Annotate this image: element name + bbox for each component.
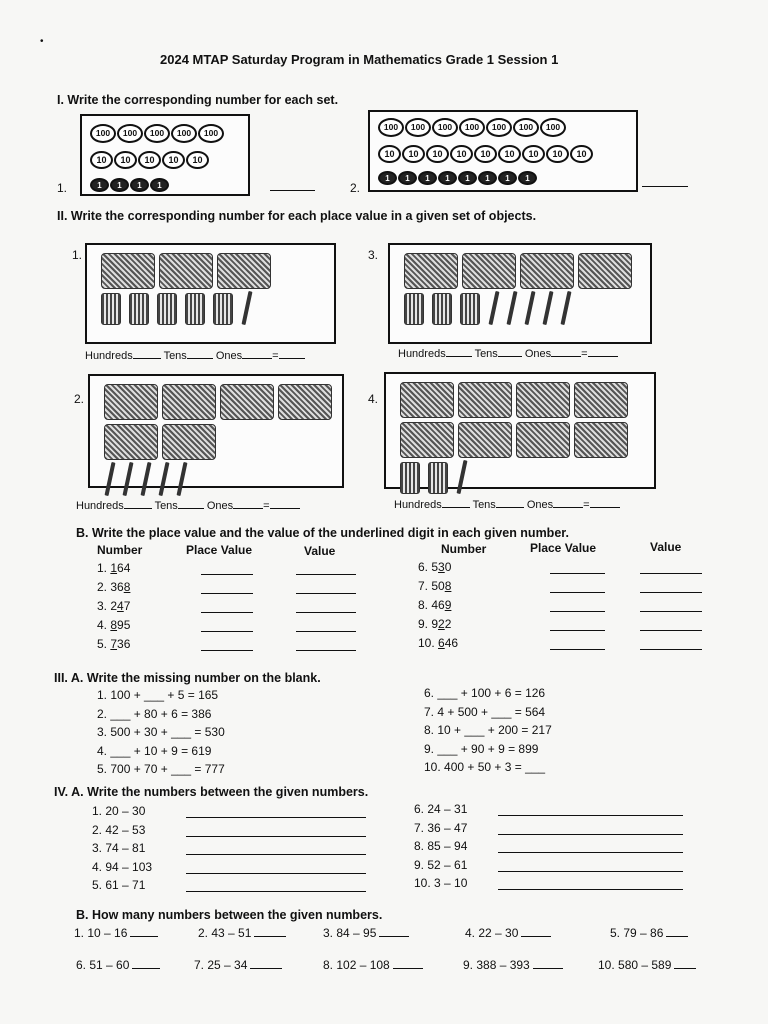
count-item (323, 926, 409, 940)
number-part: 0 (444, 560, 452, 574)
ones-stick (159, 462, 170, 496)
equation-item: 8. 10 + ___ + 200 = 217 (424, 723, 552, 737)
hundreds-flat (578, 253, 632, 289)
tens-bundle (213, 293, 233, 325)
set2-ones-row (378, 169, 538, 187)
coin-100: 100 (144, 124, 170, 143)
equals-sign: = (263, 500, 270, 512)
number-part: 64 (117, 561, 131, 575)
blocks-label-2: 2. (74, 392, 85, 406)
count-range: 2. 43 – 51 (198, 926, 252, 940)
set2-label: 2. (350, 181, 361, 195)
coin-100: 100 (405, 118, 431, 137)
count-range: 9. 388 – 393 (463, 958, 530, 972)
tens-blank[interactable] (498, 356, 522, 357)
set2-tens-row (378, 145, 594, 163)
underlined-digit: 8 (110, 618, 118, 632)
number-part: 2 (444, 617, 452, 631)
hundreds-flat (516, 422, 570, 458)
coin-1: 1 (518, 171, 537, 185)
set1-hundreds-row (90, 124, 225, 143)
coin-10: 10 (522, 145, 545, 163)
equals-sign: = (272, 350, 279, 362)
count-range: 8. 102 – 108 (323, 958, 390, 972)
ones-label: Ones (206, 500, 234, 512)
underlined-digit: 6 (438, 636, 445, 650)
ones-blank[interactable] (242, 358, 272, 359)
tens-bundle (460, 293, 480, 325)
count-item (74, 926, 158, 940)
ones-stick (242, 291, 253, 325)
item-number: 9. (418, 617, 429, 631)
hundreds-label: Hundreds (394, 499, 442, 511)
coin-10: 10 (426, 145, 449, 163)
item-number: 1. (97, 561, 108, 575)
equation-item: 4. ___ + 10 + 9 = 619 (97, 743, 212, 758)
coin-1: 1 (90, 178, 109, 192)
coin-1: 1 (498, 171, 517, 185)
partB-item (97, 580, 130, 594)
coin-10: 10 (546, 145, 569, 163)
tens-blank[interactable] (187, 358, 213, 359)
ones-stick (525, 291, 536, 325)
equation-item: 7. 4 + 500 + ___ = 564 (424, 704, 546, 719)
place-value-blank[interactable] (550, 630, 605, 631)
coin-10: 10 (450, 145, 473, 163)
scan-mark: • (40, 36, 44, 47)
partB-item (418, 560, 451, 574)
value-blank[interactable] (296, 631, 356, 632)
equation-item: 1. 100 + ___ + 5 = 165 (97, 688, 219, 702)
count-blank[interactable] (132, 968, 160, 969)
answer-line[interactable] (498, 852, 683, 853)
coin-1: 1 (130, 178, 149, 192)
coin-10: 10 (378, 145, 401, 163)
item-number: 5. (97, 637, 108, 651)
blocks-box-2 (88, 374, 344, 488)
count-blank[interactable] (130, 936, 158, 937)
range-item: 10. 3 – 10 (414, 876, 468, 890)
number-part: 7 (123, 599, 131, 613)
underlined-digit: 7 (110, 637, 118, 651)
hundreds-flat (520, 253, 574, 289)
partB-item (97, 637, 130, 651)
coin-1: 1 (378, 171, 397, 185)
ones-stick (123, 462, 134, 496)
range-item: 4. 94 – 103 (92, 859, 153, 874)
coin-100: 100 (513, 118, 539, 137)
place-row-2 (76, 500, 300, 512)
count-blank[interactable] (666, 936, 688, 937)
number-part: 5 (431, 560, 439, 574)
coin-1: 1 (150, 178, 169, 192)
range-item: 5. 61 – 71 (92, 878, 146, 892)
value-blank[interactable] (640, 649, 702, 650)
hundreds-flat (162, 424, 216, 460)
item-number: 10. (418, 636, 435, 650)
partB-heading: B. Write the place value and the value of the underlined digit in each given number. (76, 526, 569, 540)
tens-bundle (129, 293, 149, 325)
tens-bundle (428, 462, 448, 494)
tens-bundle (432, 293, 452, 325)
header-number-right: Number (441, 542, 487, 556)
total-blank[interactable] (279, 358, 305, 359)
value-blank[interactable] (640, 611, 702, 612)
equals-sign: = (583, 499, 590, 511)
range-item: 1. 20 – 30 (92, 804, 146, 818)
coin-1: 1 (438, 171, 457, 185)
partB-item (97, 618, 130, 632)
partB-item (418, 636, 458, 650)
count-blank[interactable] (379, 936, 409, 937)
tens-label: Tens (472, 499, 496, 511)
partB-item (418, 579, 451, 593)
hundreds-flat (458, 422, 512, 458)
value-blank[interactable] (640, 573, 702, 574)
set2-answer-blank[interactable] (642, 172, 688, 187)
set2-hundreds-row (378, 118, 567, 137)
range-item: 9. 52 – 61 (414, 857, 468, 872)
item-number: 6. (418, 560, 429, 574)
part2-heading: II. Write the corresponding number for each place value in a given set of objects. (57, 209, 537, 223)
place-value-blank[interactable] (550, 611, 605, 612)
coin-100: 100 (171, 124, 197, 143)
place-value-blank[interactable] (201, 593, 253, 594)
count-item (194, 958, 282, 972)
count-range: 6. 51 – 60 (76, 958, 130, 972)
ones-stick (177, 462, 188, 496)
count-item (76, 958, 160, 972)
equation-item: 5. 700 + 70 + ___ = 777 (97, 762, 225, 776)
coin-10: 10 (186, 151, 209, 169)
tens-blank[interactable] (496, 507, 524, 508)
answer-line[interactable] (186, 891, 366, 892)
range-item: 3. 74 – 81 (92, 841, 146, 855)
count-range: 10. 580 – 589 (598, 958, 672, 972)
hundreds-label: Hundreds (76, 500, 124, 512)
equation-item: 10. 400 + 50 + 3 = ___ (424, 760, 546, 774)
equation-item: 6. ___ + 100 + 6 = 126 (424, 686, 546, 700)
tens-blank[interactable] (178, 508, 204, 509)
hundreds-blank[interactable] (446, 356, 472, 357)
underlined-digit: 4 (117, 599, 124, 613)
coin-100: 100 (486, 118, 512, 137)
count-blank[interactable] (250, 968, 282, 969)
set1-label: 1. (57, 181, 68, 195)
set1-box (80, 114, 250, 196)
place-value-blank[interactable] (201, 631, 253, 632)
count-range: 5. 79 – 86 (610, 926, 664, 940)
equation-item: 2. ___ + 80 + 6 = 386 (97, 706, 212, 721)
answer-line[interactable] (186, 873, 366, 874)
answer-line[interactable] (498, 889, 683, 890)
coin-10: 10 (498, 145, 521, 163)
header-place-left: Place Value (186, 543, 253, 557)
coin-10: 10 (90, 151, 113, 169)
hundreds-flat (162, 384, 216, 420)
hundreds-label: Hundreds (85, 350, 133, 362)
total-blank[interactable] (590, 507, 620, 508)
ones-stick (105, 462, 116, 496)
hundreds-flat (404, 253, 458, 289)
underlined-digit: 8 (123, 580, 131, 594)
page-title: 2024 MTAP Saturday Program in Mathematics Grade 1 Session 1 (160, 52, 559, 67)
hundreds-flat (104, 424, 158, 460)
hundreds-blank[interactable] (442, 507, 470, 508)
part4-heading: IV. A. Write the numbers between the given numbers. (54, 785, 369, 799)
tens-label: Tens (154, 500, 178, 512)
tens-bundle (185, 293, 205, 325)
hundreds-flat (101, 253, 155, 289)
range-item: 2. 42 – 53 (92, 822, 146, 837)
count-range: 3. 84 – 95 (323, 926, 377, 940)
ones-blank[interactable] (233, 508, 263, 509)
coin-10: 10 (570, 145, 593, 163)
ones-label: Ones (526, 499, 554, 511)
hundreds-flat (220, 384, 274, 420)
answer-line[interactable] (186, 854, 366, 855)
partB-item (418, 598, 451, 612)
place-value-blank[interactable] (201, 650, 253, 651)
set1-tens-row (90, 151, 210, 169)
coin-1: 1 (110, 178, 129, 192)
hundreds-label: Hundreds (398, 348, 446, 360)
part4b-heading: B. How many numbers between the given numbers. (76, 908, 383, 922)
tens-bundle (101, 293, 121, 325)
equals-sign: = (581, 348, 588, 360)
coin-10: 10 (138, 151, 161, 169)
hundreds-blank[interactable] (124, 508, 152, 509)
count-item (463, 958, 563, 972)
answer-line[interactable] (186, 817, 366, 818)
hundreds-flat (400, 422, 454, 458)
value-blank[interactable] (640, 630, 702, 631)
number-part: 95 (117, 618, 131, 632)
item-number: 7. (418, 579, 429, 593)
place-row-3 (398, 348, 618, 360)
part1-heading: I. Write the corresponding number for each set. (57, 93, 339, 107)
item-number: 2. (97, 580, 108, 594)
hundreds-flat (217, 253, 271, 289)
number-part: 46 (431, 598, 445, 612)
equation-item: 9. ___ + 90 + 9 = 899 (424, 741, 539, 756)
count-item (610, 926, 688, 940)
total-blank[interactable] (588, 356, 618, 357)
tens-bundle (157, 293, 177, 325)
ones-stick (141, 462, 152, 496)
underlined-digit: 2 (438, 617, 445, 631)
partB-item (97, 599, 130, 613)
tens-label: Tens (163, 350, 187, 362)
coin-100: 100 (198, 124, 224, 143)
ones-stick (457, 460, 468, 494)
count-range: 1. 10 – 16 (74, 926, 128, 940)
value-blank[interactable] (296, 574, 356, 575)
coin-100: 100 (378, 118, 404, 137)
blocks-label-3: 3. (368, 248, 379, 262)
place-value-blank[interactable] (550, 649, 605, 650)
coin-100: 100 (459, 118, 485, 137)
coin-1: 1 (478, 171, 497, 185)
hundreds-flat (159, 253, 213, 289)
number-part: 50 (431, 579, 445, 593)
tens-bundle (400, 462, 420, 494)
blocks-box-4 (384, 372, 656, 489)
partB-item (418, 617, 451, 631)
coin-1: 1 (458, 171, 477, 185)
answer-line[interactable] (498, 871, 683, 872)
hundreds-blank[interactable] (133, 358, 161, 359)
header-place-right: Place Value (530, 541, 597, 555)
answer-line[interactable] (498, 815, 683, 816)
ones-stick (543, 291, 554, 325)
coin-10: 10 (162, 151, 185, 169)
number-part: 46 (444, 636, 459, 650)
coin-1: 1 (418, 171, 437, 185)
count-blank[interactable] (393, 968, 423, 969)
count-range: 4. 22 – 30 (465, 926, 519, 940)
total-blank[interactable] (270, 508, 300, 509)
hundreds-flat (400, 382, 454, 418)
count-item (198, 926, 286, 940)
equation-item: 3. 500 + 30 + ___ = 530 (97, 725, 225, 739)
partB-item (97, 561, 130, 575)
value-blank[interactable] (296, 593, 356, 594)
value-blank[interactable] (640, 592, 702, 593)
count-range: 7. 25 – 34 (194, 958, 248, 972)
range-item: 7. 36 – 47 (414, 820, 468, 835)
number-part: 9 (431, 617, 439, 631)
coin-100: 100 (432, 118, 458, 137)
count-blank[interactable] (521, 936, 551, 937)
set1-ones-row (90, 176, 170, 194)
blocks-box-1 (85, 243, 336, 344)
hundreds-flat (574, 382, 628, 418)
place-value-blank[interactable] (201, 612, 253, 613)
ones-label: Ones (215, 350, 243, 362)
coin-100: 100 (540, 118, 566, 137)
hundreds-flat (516, 382, 570, 418)
ones-stick (507, 291, 518, 325)
ones-blank[interactable] (553, 507, 583, 508)
coin-100: 100 (90, 124, 116, 143)
header-value-right: Value (650, 540, 682, 554)
answer-line[interactable] (186, 836, 366, 837)
blocks-label-4: 4. (368, 392, 379, 406)
range-item: 8. 85 – 94 (414, 839, 468, 853)
hundreds-flat (574, 422, 628, 458)
count-item (598, 958, 696, 972)
tens-bundle (404, 293, 424, 325)
underlined-digit: 9 (444, 598, 452, 612)
coin-1: 1 (398, 171, 417, 185)
answer-line[interactable] (498, 834, 683, 835)
number-part: 36 (117, 637, 131, 651)
count-item (323, 958, 423, 972)
hundreds-flat (104, 384, 158, 420)
place-row-1 (85, 350, 305, 362)
place-row-4 (394, 499, 620, 511)
tens-label: Tens (474, 348, 498, 360)
header-value-left: Value (304, 544, 336, 558)
underlined-digit: 8 (444, 579, 452, 593)
item-number: 3. (97, 599, 108, 613)
count-item (465, 926, 551, 940)
ones-blank[interactable] (551, 356, 581, 357)
coin-10: 10 (402, 145, 425, 163)
coin-10: 10 (474, 145, 497, 163)
number-part: 36 (110, 580, 124, 594)
place-value-blank[interactable] (550, 573, 605, 574)
ones-label: Ones (524, 348, 552, 360)
hundreds-flat (458, 382, 512, 418)
coin-100: 100 (117, 124, 143, 143)
header-number-left: Number (97, 543, 143, 557)
count-blank[interactable] (533, 968, 563, 969)
blocks-label-1: 1. (72, 248, 83, 262)
place-value-blank[interactable] (201, 574, 253, 575)
ones-stick (561, 291, 572, 325)
number-part: 2 (110, 599, 118, 613)
coin-10: 10 (114, 151, 137, 169)
count-blank[interactable] (674, 968, 696, 969)
set2-box (368, 110, 638, 192)
underlined-digit: 1 (110, 561, 118, 575)
set1-answer-blank[interactable] (270, 176, 315, 191)
ones-stick (489, 291, 500, 325)
part3-heading: III. A. Write the missing number on the blank. (54, 671, 321, 685)
underlined-digit: 3 (438, 560, 445, 574)
value-blank[interactable] (296, 650, 356, 651)
count-blank[interactable] (254, 936, 286, 937)
value-blank[interactable] (296, 612, 356, 613)
place-value-blank[interactable] (550, 592, 605, 593)
blocks-box-3 (388, 243, 652, 344)
hundreds-flat (278, 384, 332, 420)
hundreds-flat (462, 253, 516, 289)
range-item: 6. 24 – 31 (414, 802, 468, 816)
item-number: 8. (418, 598, 429, 612)
item-number: 4. (97, 618, 108, 632)
